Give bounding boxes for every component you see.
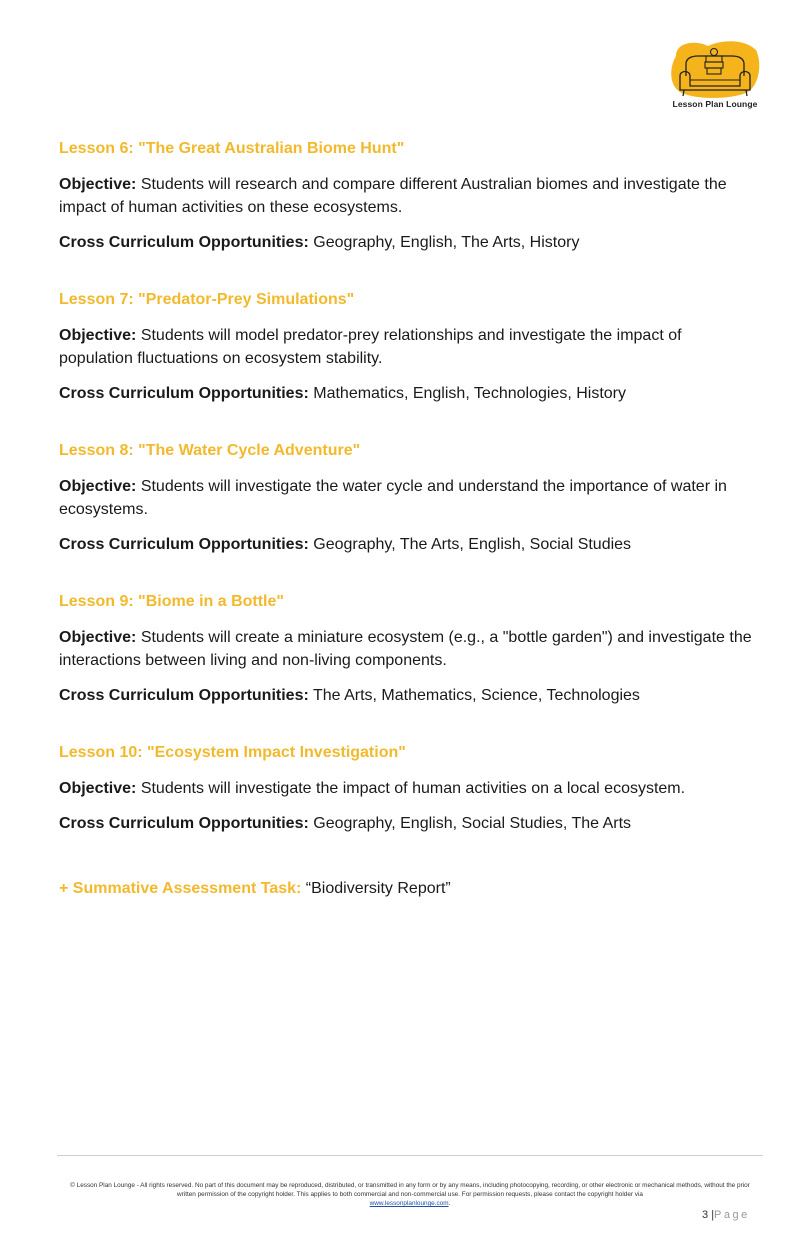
logo-text: Lesson Plan Lounge (672, 99, 758, 109)
lesson-8 (59, 441, 759, 556)
footer-divider (57, 1155, 763, 1156)
lesson-list (59, 139, 759, 899)
brand-logo (665, 38, 765, 114)
page-separator: | (711, 1209, 715, 1221)
summative-assessment (59, 879, 759, 899)
lesson-10 (59, 743, 759, 835)
lesson-title: Lesson 8: "The Water Cycle Adventure" (59, 442, 361, 459)
summative-colon: : (296, 880, 302, 897)
cross-label: Cross Curriculum Opportunities: (59, 687, 309, 704)
cross-text: The Arts, Mathematics, Science, Technologies (312, 687, 640, 704)
cross-text: Mathematics, English, Technologies, History (313, 385, 626, 402)
objective-label: Objective: (59, 478, 137, 495)
summative-label: Summative Assessment Task (72, 880, 297, 897)
page-label: Page (714, 1209, 750, 1221)
cross-label: Cross Curriculum Opportunities: (59, 536, 309, 553)
cross-curriculum (59, 812, 759, 835)
lesson-title: Lesson 7: "Predator-Prey Simulations" (59, 291, 355, 308)
cross-text: Geography, English, The Arts, History (313, 234, 580, 251)
objective-label: Objective: (59, 780, 137, 797)
cross-text: Geography, English, Social Studies, The Arts (313, 815, 632, 832)
objective (59, 777, 759, 800)
link-suffix: . (448, 1200, 451, 1207)
page-number (702, 1209, 750, 1221)
cross-label: Cross Curriculum Opportunities: (59, 815, 309, 832)
objective-text: Students will investigate the impact of human activities on a local ecosystem. (140, 780, 686, 797)
objective (59, 173, 759, 219)
objective-label: Objective: (59, 629, 137, 646)
copyright-text: © Lesson Plan Lounge - All rights reserved. No part of this document may be reproduced, distributed, or transmitted in any form or by any means, including photocopying, recording, or other electronic or mechanical methods, without the prior written permission of the copyright holder. This applies to both commercial and non-commercial use. For permission requests, please contact the copyright holder via (70, 1182, 750, 1198)
cross-label: Cross Curriculum Opportunities: (59, 234, 309, 251)
lesson-title: Lesson 6: "The Great Australian Biome Hunt" (59, 140, 405, 157)
lesson-7 (59, 290, 759, 405)
objective-text: Students will create a miniature ecosystem (e.g., a "bottle garden") and investigate the interactions between living and non-living components. (59, 629, 752, 669)
objective-label: Objective: (59, 327, 137, 344)
plus-marker: + (59, 880, 69, 897)
cross-curriculum (59, 533, 759, 556)
lounge-sofa-icon (668, 40, 762, 100)
cross-curriculum (59, 382, 759, 405)
page-number-value: 3 (702, 1209, 709, 1221)
footer-copyright (60, 1181, 760, 1208)
cross-curriculum (59, 684, 759, 707)
objective (59, 475, 759, 521)
objective-text: Students will research and compare different Australian biomes and investigate the impact of human activities on these ecosystems. (59, 176, 727, 216)
summative-value: “Biodiversity Report” (305, 880, 451, 897)
objective-text: Students will model predator-prey relationships and investigate the impact of population fluctuations on ecosystem stability. (59, 327, 682, 367)
objective-text: Students will investigate the water cycle and understand the importance of water in ecosystems. (59, 478, 727, 518)
objective (59, 626, 759, 672)
lesson-9 (59, 592, 759, 707)
website-link[interactable]: www.lessonplanlounge.com (369, 1200, 449, 1207)
cross-text: Geography, The Arts, English, Social Studies (313, 536, 632, 553)
lesson-6 (59, 139, 759, 254)
objective (59, 324, 759, 370)
lesson-title: Lesson 9: "Biome in a Bottle" (59, 593, 284, 610)
cross-curriculum (59, 231, 759, 254)
lesson-title: Lesson 10: "Ecosystem Impact Investigation" (59, 744, 406, 761)
cross-label: Cross Curriculum Opportunities: (59, 385, 309, 402)
objective-label: Objective: (59, 176, 137, 193)
